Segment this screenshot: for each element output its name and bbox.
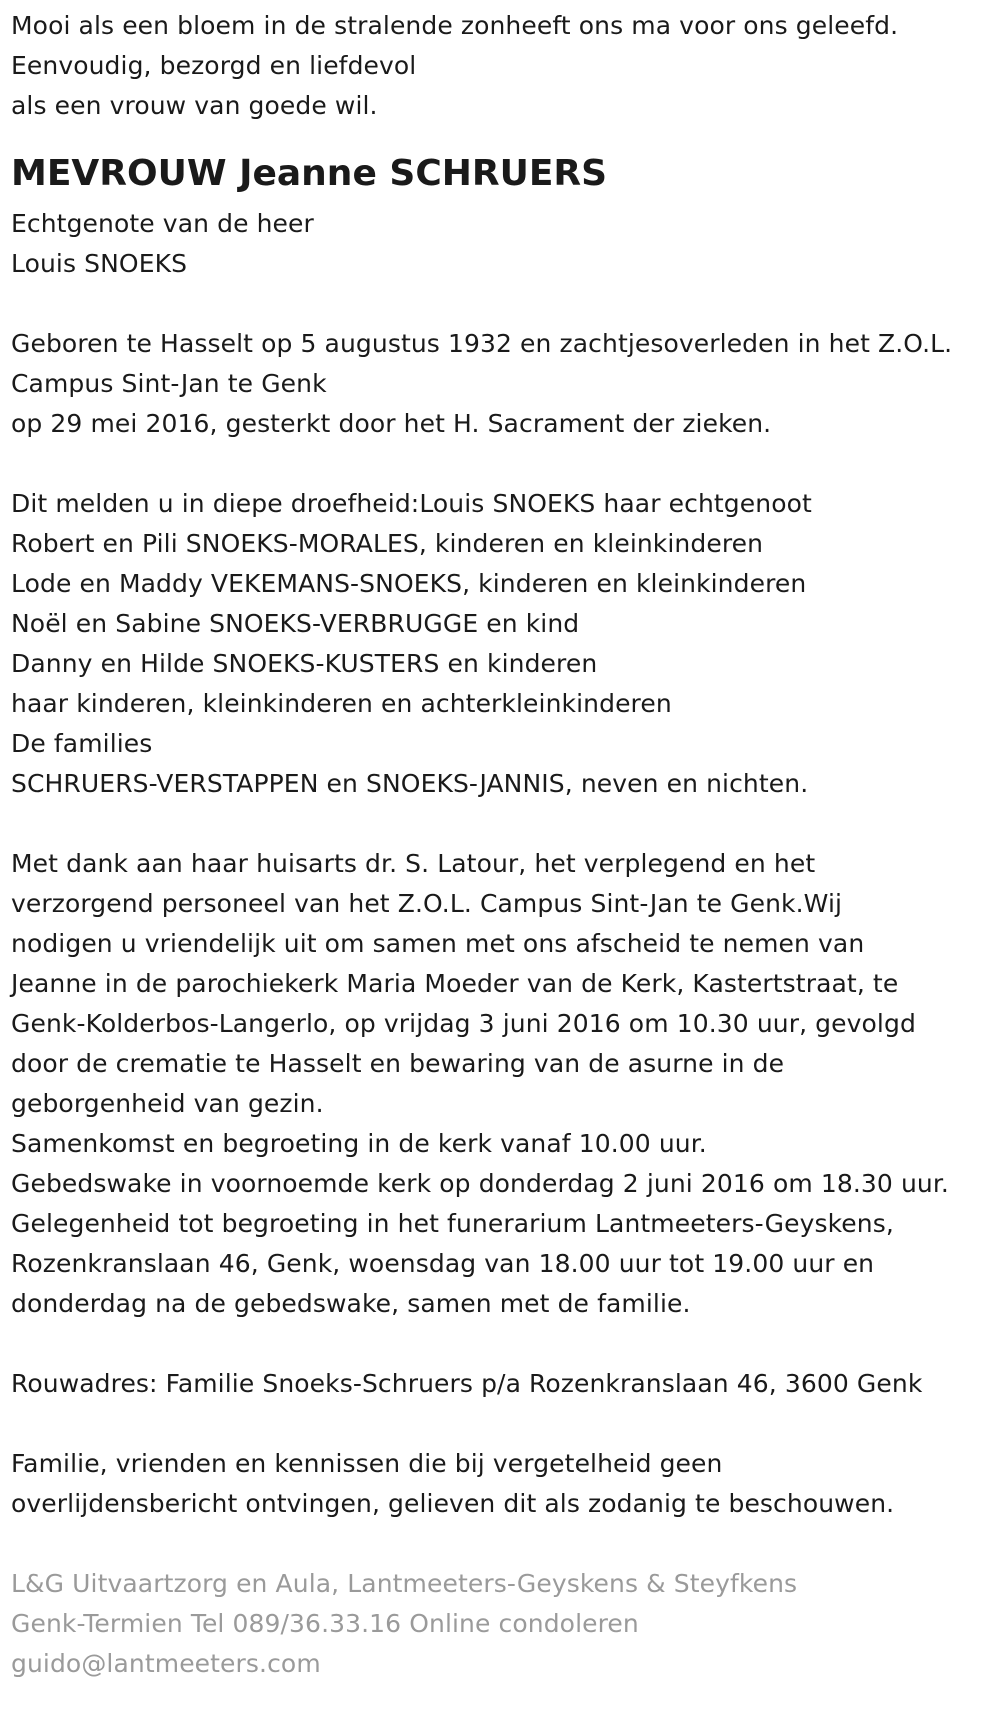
service-line: Met dank aan haar huisarts dr. S. Latour, het verplegend en het xyxy=(11,849,816,878)
spouse-info xyxy=(11,204,988,284)
service-line: Gebedswake in voornoemde kerk op donderdag 2 juni 2016 om 18.30 uur. xyxy=(11,1169,949,1198)
mourner-line: De families xyxy=(11,729,153,758)
service-line: Gelegenheid tot begroeting in het funerarium Lantmeeters-Geyskens, xyxy=(11,1209,894,1238)
spouse-line: Louis SNOEKS xyxy=(11,249,188,278)
poem-line: als een vrouw van goede wil. xyxy=(11,91,378,120)
funeral-home-footer xyxy=(11,1564,988,1684)
service-line: donderdag na de gebedswake, samen met de familie. xyxy=(11,1289,691,1318)
birth-death-info xyxy=(11,324,988,444)
service-line: Samenkomst en begroeting in de kerk vanaf 10.00 uur. xyxy=(11,1129,707,1158)
service-line: Jeanne in de parochiekerk Maria Moeder van de Kerk, Kastertstraat, te xyxy=(11,969,899,998)
thanks-and-service-info xyxy=(11,844,988,1324)
mourner-line: Robert en Pili SNOEKS-MORALES, kinderen en kleinkinderen xyxy=(11,529,764,558)
mourner-line: haar kinderen, kleinkinderen en achterkleinkinderen xyxy=(11,689,672,718)
birth-death-line: op 29 mei 2016, gesterkt door het H. Sacrament der zieken. xyxy=(11,409,772,438)
footer-email: guido@lantmeeters.com xyxy=(11,1649,321,1678)
mourner-line: SCHRUERS-VERSTAPPEN en SNOEKS-JANNIS, neven en nichten. xyxy=(11,769,809,798)
notice-line: Familie, vrienden en kennissen die bij vergetelheid geen xyxy=(11,1449,723,1478)
poem xyxy=(11,6,988,126)
notice-line: overlijdensbericht ontvingen, gelieven dit als zodanig te beschouwen. xyxy=(11,1489,895,1518)
mourner-line: Danny en Hilde SNOEKS-KUSTERS en kinderen xyxy=(11,649,598,678)
mourner-line: Lode en Maddy VEKEMANS-SNOEKS, kinderen en kleinkinderen xyxy=(11,569,807,598)
footer-line: Genk-Termien Tel 089/36.33.16 Online condoleren xyxy=(11,1609,639,1638)
service-line: Rozenkranslaan 46, Genk, woensdag van 18.00 uur tot 19.00 uur en xyxy=(11,1249,875,1278)
mourner-line: Dit melden u in diepe droefheid:Louis SNOEKS haar echtgenoot xyxy=(11,489,812,518)
mourner-line: Noël en Sabine SNOEKS-VERBRUGGE en kind xyxy=(11,609,580,638)
service-line: nodigen u vriendelijk uit om samen met ons afscheid te nemen van xyxy=(11,929,865,958)
mourning-address xyxy=(11,1364,988,1404)
mourners-list xyxy=(11,484,988,804)
service-line: Genk-Kolderbos-Langerlo, op vrijdag 3 juni 2016 om 10.30 uur, gevolgd xyxy=(11,1009,916,1038)
service-line: geborgenheid van gezin. xyxy=(11,1089,324,1118)
address-line: Rouwadres: Familie Snoeks-Schruers p/a Rozenkranslaan 46, 3600 Genk xyxy=(11,1369,923,1398)
footer-line: L&G Uitvaartzorg en Aula, Lantmeeters-Geyskens & Steyfkens xyxy=(11,1569,798,1598)
poem-line: Eenvoudig, bezorgd en liefdevol xyxy=(11,51,417,80)
notice-text xyxy=(11,1444,988,1524)
service-line: door de crematie te Hasselt en bewaring van de asurne in de xyxy=(11,1049,785,1078)
spouse-line: Echtgenote van de heer xyxy=(11,209,314,238)
deceased-name: MEVROUW Jeanne SCHRUERS xyxy=(11,153,608,194)
birth-death-line: Geboren te Hasselt op 5 augustus 1932 en zachtjesoverleden in het Z.O.L. xyxy=(11,329,953,358)
service-line: verzorgend personeel van het Z.O.L. Campus Sint-Jan te Genk.Wij xyxy=(11,889,843,918)
poem-line: Mooi als een bloem in de stralende zonheeft ons ma voor ons geleefd. xyxy=(11,11,899,40)
birth-death-line: Campus Sint-Jan te Genk xyxy=(11,369,327,398)
